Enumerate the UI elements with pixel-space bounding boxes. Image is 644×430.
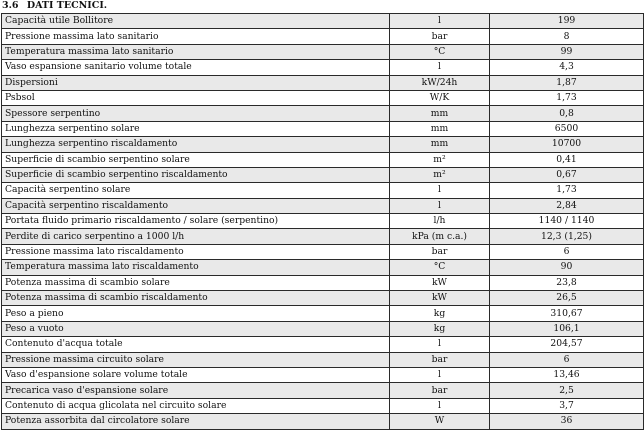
param-name-cell: Capacità utile Bollitore <box>2 14 390 29</box>
param-name-cell: Pressione massima lato sanitario <box>2 29 390 44</box>
section-heading <box>2 0 107 12</box>
table-row <box>2 337 644 352</box>
value-cell: 0,8 <box>490 106 644 121</box>
value-cell: 106,1 <box>490 321 644 336</box>
param-name-cell: Potenza massima di scambio riscaldamento <box>2 291 390 306</box>
value-cell: 6500 <box>490 121 644 136</box>
table-row <box>2 214 644 229</box>
param-name-cell: Precarica vaso d'espansione solare <box>2 383 390 398</box>
unit-cell: l <box>390 337 490 352</box>
table-row <box>2 306 644 321</box>
unit-cell: W <box>390 414 490 429</box>
value-cell: 1,73 <box>490 90 644 105</box>
unit-cell: kW <box>390 291 490 306</box>
param-name-cell: Potenza assorbita dal circolatore solare <box>2 414 390 429</box>
value-cell: 26,5 <box>490 291 644 306</box>
value-cell: 8 <box>490 29 644 44</box>
table-row <box>2 321 644 336</box>
param-name-cell: Lunghezza serpentino riscaldamento <box>2 137 390 152</box>
table-row <box>2 183 644 198</box>
table-row <box>2 152 644 167</box>
value-cell: 1,87 <box>490 75 644 90</box>
technical-data-table <box>1 13 644 430</box>
table-row <box>2 291 644 306</box>
value-cell: 10700 <box>490 137 644 152</box>
table-row <box>2 398 644 413</box>
param-name-cell: Potenza massima di scambio solare <box>2 275 390 290</box>
value-cell: 3,7 <box>490 398 644 413</box>
unit-cell: kW <box>390 275 490 290</box>
unit-cell: °C <box>390 260 490 275</box>
param-name-cell: Vaso espansione sanitario volume totale <box>2 60 390 75</box>
table-row <box>2 275 644 290</box>
table-row <box>2 167 644 182</box>
unit-cell: mm <box>390 121 490 136</box>
param-name-cell: Capacità serpentino solare <box>2 183 390 198</box>
value-cell: 90 <box>490 260 644 275</box>
section-number: 3.6 <box>2 0 19 11</box>
table-row <box>2 229 644 244</box>
param-name-cell: Dispersioni <box>2 75 390 90</box>
value-cell: 6 <box>490 352 644 367</box>
value-cell: 4,3 <box>490 60 644 75</box>
table-row <box>2 137 644 152</box>
value-cell: 36 <box>490 414 644 429</box>
unit-cell: l <box>390 60 490 75</box>
unit-cell: kg <box>390 321 490 336</box>
value-cell: 13,46 <box>490 367 644 382</box>
table-row <box>2 106 644 121</box>
unit-cell: l/h <box>390 214 490 229</box>
unit-cell: kg <box>390 306 490 321</box>
value-cell: 0,67 <box>490 167 644 182</box>
param-name-cell: Capacità serpentino riscaldamento <box>2 198 390 213</box>
table-row <box>2 29 644 44</box>
param-name-cell: Peso a pieno <box>2 306 390 321</box>
unit-cell: bar <box>390 244 490 259</box>
table-row <box>2 367 644 382</box>
table-row <box>2 60 644 75</box>
table-row <box>2 75 644 90</box>
unit-cell: l <box>390 398 490 413</box>
unit-cell: l <box>390 183 490 198</box>
param-name-cell: Contenuto d'acqua totale <box>2 337 390 352</box>
param-name-cell: Superficie di scambio serpentino riscaldamento <box>2 167 390 182</box>
unit-cell: kPa (m c.a.) <box>390 229 490 244</box>
value-cell: 199 <box>490 14 644 29</box>
value-cell: 2,84 <box>490 198 644 213</box>
value-cell: 2,5 <box>490 383 644 398</box>
unit-cell: l <box>390 198 490 213</box>
param-name-cell: Pressione massima circuito solare <box>2 352 390 367</box>
unit-cell: W/K <box>390 90 490 105</box>
param-name-cell: Perdite di carico serpentino a 1000 l/h <box>2 229 390 244</box>
section-title: DATI TECNICI. <box>26 0 108 11</box>
value-cell: 6 <box>490 244 644 259</box>
value-cell: 23,8 <box>490 275 644 290</box>
param-name-cell: Portata fluido primario riscaldamento / solare (serpentino) <box>2 214 390 229</box>
table-row <box>2 44 644 59</box>
param-name-cell: Pressione massima lato riscaldamento <box>2 244 390 259</box>
value-cell: 310,67 <box>490 306 644 321</box>
table-row <box>2 244 644 259</box>
table-row <box>2 352 644 367</box>
table-row <box>2 14 644 29</box>
unit-cell: l <box>390 367 490 382</box>
param-name-cell: Psbsol <box>2 90 390 105</box>
unit-cell: mm <box>390 137 490 152</box>
param-name-cell: Peso a vuoto <box>2 321 390 336</box>
value-cell: 99 <box>490 44 644 59</box>
unit-cell: mm <box>390 106 490 121</box>
param-name-cell: Temperatura massima lato sanitario <box>2 44 390 59</box>
table-row <box>2 121 644 136</box>
table-row <box>2 90 644 105</box>
param-name-cell: Vaso d'espansione solare volume totale <box>2 367 390 382</box>
unit-cell: kW/24h <box>390 75 490 90</box>
table-row <box>2 414 644 429</box>
table-row <box>2 383 644 398</box>
unit-cell: m² <box>390 152 490 167</box>
param-name-cell: Spessore serpentino <box>2 106 390 121</box>
param-name-cell: Superficie di scambio serpentino solare <box>2 152 390 167</box>
value-cell: 0,41 <box>490 152 644 167</box>
param-name-cell: Contenuto di acqua glicolata nel circuito solare <box>2 398 390 413</box>
technical-data-body <box>2 14 644 430</box>
table-row <box>2 198 644 213</box>
param-name-cell: Lunghezza serpentino solare <box>2 121 390 136</box>
table-row <box>2 260 644 275</box>
value-cell: 12,3 (1,25) <box>490 229 644 244</box>
unit-cell: bar <box>390 383 490 398</box>
value-cell: 1,73 <box>490 183 644 198</box>
value-cell: 1140 / 1140 <box>490 214 644 229</box>
value-cell: 204,57 <box>490 337 644 352</box>
unit-cell: bar <box>390 352 490 367</box>
unit-cell: l <box>390 14 490 29</box>
unit-cell: m² <box>390 167 490 182</box>
unit-cell: °C <box>390 44 490 59</box>
unit-cell: bar <box>390 29 490 44</box>
param-name-cell: Temperatura massima lato riscaldamento <box>2 260 390 275</box>
